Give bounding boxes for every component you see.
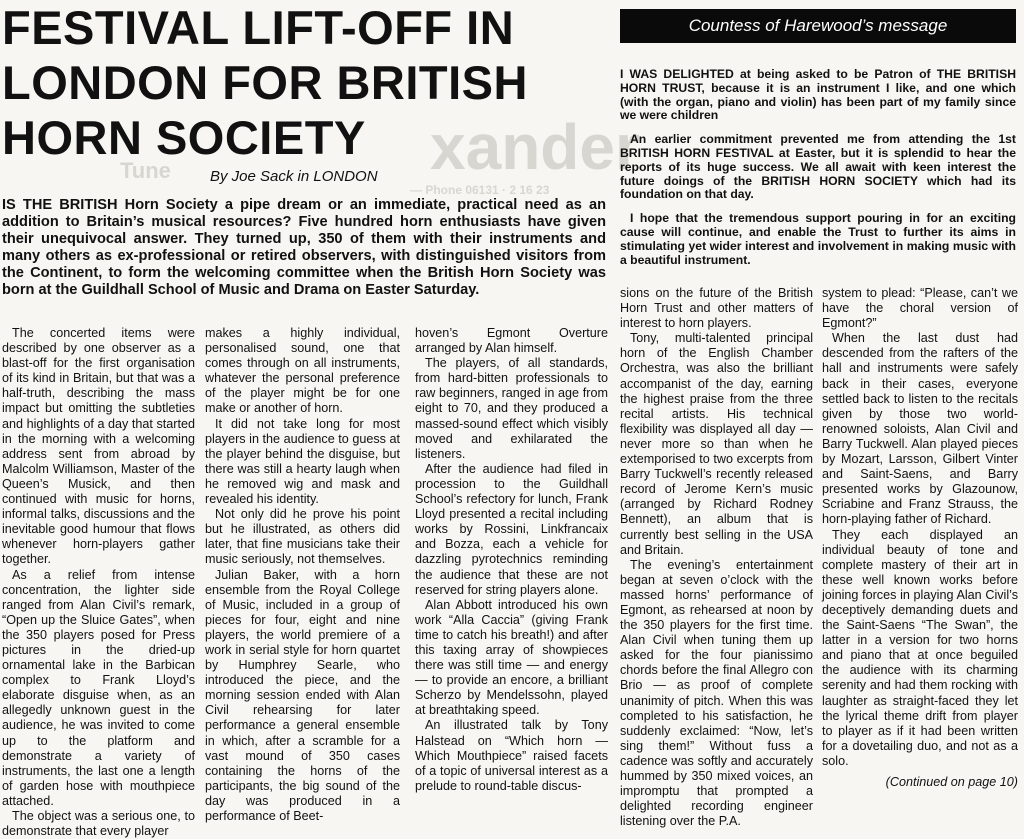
message-paragraph: I hope that the tremendous support pouring in for an exciting cause will continue, and enable the Trust to further its aims in stimulating yet wider interest and involvement in making music with a beautiful instrument. xyxy=(620,211,1016,267)
sidebar-title: Countess of Harewood’s message xyxy=(620,9,1016,43)
headline: FESTIVAL LIFT-OFF IN LONDON FOR BRITISH HORN SOCIETY xyxy=(2,1,528,164)
paragraph: The object was a serious one, to demonstrate that every player xyxy=(2,809,195,839)
paragraph: The evening’s entertainment began at seven o’clock with the massed horns’ performance of Egmont, as rehearsed at noon by the 350 players for the first time. Alan Civil when tuning them up asked for the four pianissimo chords before the final Allegro con Brio — as proof of complete unanimity of pitch. When this was completed to his satisfaction, he suddenly exclaimed: “Now, let’s sing them!” Without fuss a cadence was softly and accurately hummed by 350 mixed voices, an impromptu that prompted a delighted recording engineer listening over the P.A. xyxy=(620,557,813,829)
bleed-through-tune: Tune xyxy=(120,158,171,183)
paragraph: The players, of all standards, from hard-bitten professionals to raw beginners, ranged in age from eight to 70, and they produced a massed-sound effect which visibly moved and exhilarated the listeners. xyxy=(415,356,608,461)
paragraph: After the audience had filed in procession to the Guildhall School’s refectory for lunch, Frank Lloyd presented a recital including works by Rossini, Linkfrancaix and Bozza, each a vehicle for dazzling pyrotechnics reminding the audience that these are not reserved for string players alone. xyxy=(415,461,608,597)
paragraph: They each displayed an individual beauty of tone and complete mastery of their art in these well known works before joining forces in playing Alan Civil’s deceptively demanding duets and the Saint-Saens “The Swan”, the latter in a version for two horns and piano that at once beguiled the audience with its charming serenity and had them rocking with laughter as straight-faced they let the lyrical theme drift from player to player as if it had been written for a dovetailing duo, and not as a solo. xyxy=(822,527,1018,768)
message-paragraph: An earlier commitment prevented me from attending the 1st BRITISH HORN FESTIVAL at Easter, but it is splendid to hear the reports of its huge success. We all await with keen interest the future doings of the BRITISH HORN SOCIETY which had its foundation on that day. xyxy=(620,132,1016,202)
bleed-through-phone: — Phone 06131 · 2 16 23 xyxy=(410,183,550,197)
body-column-5 xyxy=(822,286,1018,789)
paragraph: An illustrated talk by Tony Halstead on “Which horn — Which Mouthpiece” raised facets of a topic of universal interest as a prelude to round-table discus- xyxy=(415,718,608,793)
paragraph: makes a highly individual, personalised sound, one that comes through on all instruments, whatever the personal preference of the player might be for one make or another of horn. xyxy=(205,326,400,416)
bleed-through-name: xander xyxy=(430,111,640,183)
paragraph: When the last dust had descended from the rafters of the hall and instruments were safely back in their cases, everyone settled back to listen to the recitals given by those two world-renowned soloists, Alan Civil and Barry Tuckwell. Alan played pieces by Mozart, Larsson, Gilbert Vinter and Saint-Saens, and Barry presented works by Glazounow, Scriabine and Franz Strauss, the horn-playing father of Richard. xyxy=(822,331,1018,527)
paragraph: system to plead: “Please, can’t we have the choral version of Egmont?” xyxy=(822,286,1018,331)
continued-notice: (Continued on page 10) xyxy=(885,775,1018,789)
paragraph: sions on the future of the British Horn Trust and other matters of interest to horn players. xyxy=(620,286,813,331)
paragraph: Tony, multi-talented principal horn of the English Chamber Orchestra, was also the brilliant accompanist of the day, earning the highest praise from the three recital artists. His technical flexibility was displayed all day — never more so than when he extemporised to two excerpts from Barry Tuckwell’s recently released record of Jerome Kern’s music (arranged by Richard Rodney Bennett), an album that is currently best selling in the USA and Britain. xyxy=(620,331,813,557)
body-column-2 xyxy=(205,326,400,823)
intro-paragraph: IS THE BRITISH Horn Society a pipe dream or an immediate, practical need as an addition to Britain’s musical resources? Five hundred horn enthusiasts have given their unequivocal answer. They turned up, 350 of them with their instruments and many others as ex-professional or retired observers, with distinguished visitors from the Continent, to form the welcoming committee when the British Horn Society was born at the Guildhall School of Music and Drama on Easter Saturday. xyxy=(2,197,606,298)
countess-message xyxy=(620,68,1016,277)
body-column-3 xyxy=(415,326,608,793)
message-paragraph: I WAS DELIGHTED at being asked to be Patron of THE BRITISH HORN TRUST, because it is an instrument I like, and one which (with the organ, piano and violin) has been part of my family since we were children xyxy=(620,67,1016,123)
body-column-4 xyxy=(620,286,813,829)
paragraph: Not only did he prove his point but he illustrated, as others did later, that fine musicians take their music seriously, not themselves. xyxy=(205,507,400,567)
body-column-1 xyxy=(2,326,195,839)
paragraph: hoven’s Egmont Overture arranged by Alan himself. xyxy=(415,326,608,356)
byline: By Joe Sack in LONDON xyxy=(210,168,378,185)
paragraph: It did not take long for most players in the audience to guess at the player behind the disguise, but there was still a hearty laugh when he removed wig and mask and revealed his identity. xyxy=(205,416,400,507)
paragraph: The concerted items were described by one observer as a blast-off for the first organisation of its kind in Britain, but that was a half-truth, describing the mass impact but omitting the subtleties and highlights of a day that started in the morning with a welcoming address sent from abroad by Malcolm Williamson, Master of the Queen’s Musick, and then continued with music for horns, informal talks, discussions and the inevitable good humour that flows whenever horn-players gather together. xyxy=(2,326,195,567)
paragraph: Julian Baker, with a horn ensemble from the Royal College of Music, included in a group of pieces for four, eight and nine players, the world premiere of a work in serial style for horn quartet by Humphrey Searle, who introduced the piece, and the morning session ended with Alan Civil rehearsing for later performance a general ensemble in which, after a scramble for a vast mound of 350 cases containing the horns of the participants, the big sound of the day was produced in a performance of Beet- xyxy=(205,567,400,823)
paragraph: As a relief from intense concentration, the lighter side ranged from Alan Civil’s remark, “Open up the Sluice Gates”, when the 350 players posed for Press pictures in the dried-up ornamental lake in the Barbican complex to Frank Lloyd’s elaborate disguise when, as an allegedly unknown guest in the audience, he was invited to come up to the platform and demonstrate a variety of instruments, the last one a length of garden hose with mouthpiece attached. xyxy=(2,567,195,808)
paragraph: Alan Abbott introduced his own work “Alla Caccia” (giving Frank time to catch his breath!) and after this taxing array of showpieces there was still time — and energy — to provide an encore, a brilliant Scherzo by Mendelssohn, played at breathtaking speed. xyxy=(415,597,608,718)
